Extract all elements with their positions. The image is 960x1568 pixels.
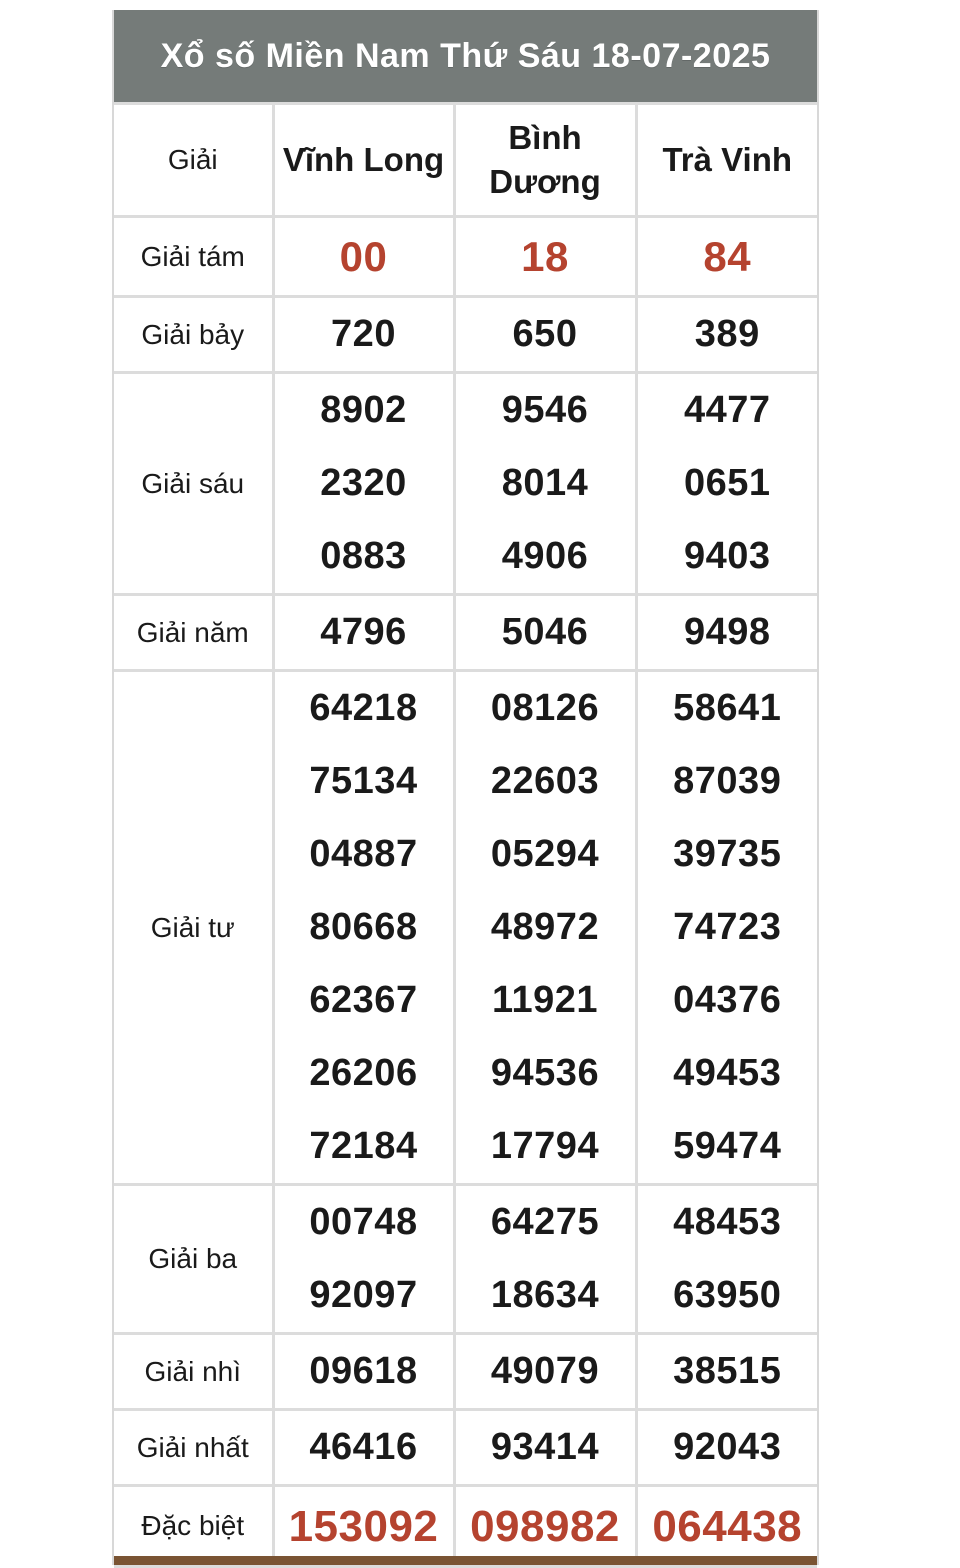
result-number: 0651 (683, 462, 771, 504)
prize-row-giai-nhi (114, 1334, 817, 1410)
result-number: 80668 (309, 906, 418, 948)
result-number: 87039 (673, 760, 782, 802)
result-number: 49079 (490, 1350, 600, 1392)
result-number: 22603 (490, 760, 600, 802)
result-number: 9546 (501, 389, 589, 431)
results-table (114, 102, 817, 1568)
result-cell-vinh-long (273, 1185, 454, 1334)
result-number: 389 (694, 313, 760, 355)
result-number: 04887 (309, 833, 418, 875)
result-number: 650 (512, 313, 578, 355)
result-number: 05294 (490, 833, 600, 875)
result-number: 720 (331, 313, 396, 355)
result-cell-vinh-long (273, 1334, 454, 1410)
result-cell-tra-vinh (636, 595, 817, 671)
result-number: 153092 (288, 1501, 439, 1551)
result-number: 09618 (309, 1350, 418, 1392)
result-cell-binh-duong (454, 373, 636, 595)
result-cell-tra-vinh (636, 1410, 817, 1486)
result-number: 064438 (652, 1501, 803, 1551)
result-number: 39735 (673, 833, 782, 875)
prize-label: Giải bảy (114, 297, 273, 373)
result-number: 93414 (490, 1426, 600, 1468)
prize-row-giai-tam (114, 217, 817, 297)
result-number: 94536 (490, 1052, 600, 1094)
page-title: Xổ số Miền Nam Thứ Sáu 18-07-2025 (114, 10, 817, 102)
result-number: 4796 (320, 611, 407, 653)
result-number: 48972 (490, 906, 600, 948)
prize-row-dac-biet (114, 1486, 817, 1567)
result-cell-vinh-long (273, 595, 454, 671)
prize-label: Giải sáu (114, 373, 273, 595)
result-number: 38515 (673, 1350, 782, 1392)
prize-label: Giải tám (114, 217, 273, 297)
result-number: 92043 (673, 1426, 782, 1468)
prize-label: Giải nhì (114, 1334, 273, 1410)
province-header-vinh-long[interactable]: Vĩnh Long (273, 104, 454, 217)
result-number: 08126 (490, 687, 600, 729)
result-number: 04376 (673, 979, 782, 1021)
result-cell-binh-duong (454, 1185, 636, 1334)
result-number: 17794 (490, 1125, 600, 1167)
result-cell-vinh-long (273, 297, 454, 373)
result-number: 64218 (309, 687, 418, 729)
result-cell-vinh-long (273, 373, 454, 595)
result-cell-binh-duong (454, 1410, 636, 1486)
result-number: 84 (703, 233, 752, 280)
result-cell-binh-duong (454, 1334, 636, 1410)
prize-label: Giải năm (114, 595, 273, 671)
prize-row-giai-tu (114, 671, 817, 1185)
result-cell-vinh-long (273, 217, 454, 297)
result-number: 9498 (683, 611, 771, 653)
result-cell-vinh-long (273, 671, 454, 1185)
result-cell-binh-duong (454, 217, 636, 297)
result-number: 00748 (309, 1201, 418, 1243)
result-number: 8902 (320, 389, 407, 431)
result-cell-tra-vinh (636, 1334, 817, 1410)
result-number: 75134 (309, 760, 418, 802)
result-number: 64275 (490, 1201, 600, 1243)
prize-label: Giải nhất (114, 1410, 273, 1486)
province-header-tra-vinh[interactable]: Trà Vinh (636, 104, 817, 217)
prize-label: Giải ba (114, 1185, 273, 1334)
result-cell-tra-vinh (636, 1185, 817, 1334)
result-number: 48453 (673, 1201, 782, 1243)
result-number: 58641 (673, 687, 782, 729)
result-number: 8014 (501, 462, 589, 504)
prize-label: Đặc biệt (114, 1486, 273, 1567)
prize-row-giai-sau (114, 373, 817, 595)
result-number: 26206 (309, 1052, 418, 1094)
prize-row-giai-ba (114, 1185, 817, 1334)
prize-row-giai-nhat (114, 1410, 817, 1486)
result-number: 4906 (501, 535, 589, 577)
result-number: 18634 (490, 1274, 600, 1316)
result-cell-tra-vinh (636, 297, 817, 373)
result-cell-vinh-long (273, 1410, 454, 1486)
results-body (114, 217, 817, 1567)
result-number: 0883 (320, 535, 407, 577)
result-cell-tra-vinh (636, 373, 817, 595)
result-number: 5046 (501, 611, 589, 653)
result-cell-binh-duong (454, 671, 636, 1185)
prize-row-giai-nam (114, 595, 817, 671)
result-cell-tra-vinh (636, 217, 817, 297)
prize-row-giai-bay (114, 297, 817, 373)
results-panel (112, 10, 819, 1565)
result-cell-tra-vinh (636, 1486, 817, 1567)
footer-strip (114, 1556, 817, 1565)
result-number: 46416 (309, 1426, 418, 1468)
result-number: 59474 (673, 1125, 782, 1167)
result-number: 18 (521, 233, 569, 280)
result-number: 63950 (673, 1274, 782, 1316)
result-number: 2320 (320, 462, 407, 504)
result-cell-vinh-long (273, 1486, 454, 1567)
result-cell-binh-duong (454, 297, 636, 373)
result-cell-tra-vinh (636, 671, 817, 1185)
prize-column-header: Giải (114, 104, 273, 217)
result-number: 62367 (309, 979, 418, 1021)
result-number: 11921 (491, 979, 599, 1021)
result-cell-binh-duong (454, 1486, 636, 1567)
prize-label: Giải tư (114, 671, 273, 1185)
header-row (114, 104, 817, 217)
result-cell-binh-duong (454, 595, 636, 671)
result-number: 74723 (673, 906, 782, 948)
result-number: 72184 (309, 1125, 418, 1167)
result-number: 00 (339, 233, 388, 280)
result-number: 4477 (683, 389, 771, 431)
province-header-binh-duong[interactable]: Bình Dương (454, 104, 636, 217)
result-number: 9403 (683, 535, 771, 577)
result-number: 098982 (470, 1501, 620, 1551)
result-number: 92097 (309, 1274, 418, 1316)
result-number: 49453 (673, 1052, 782, 1094)
